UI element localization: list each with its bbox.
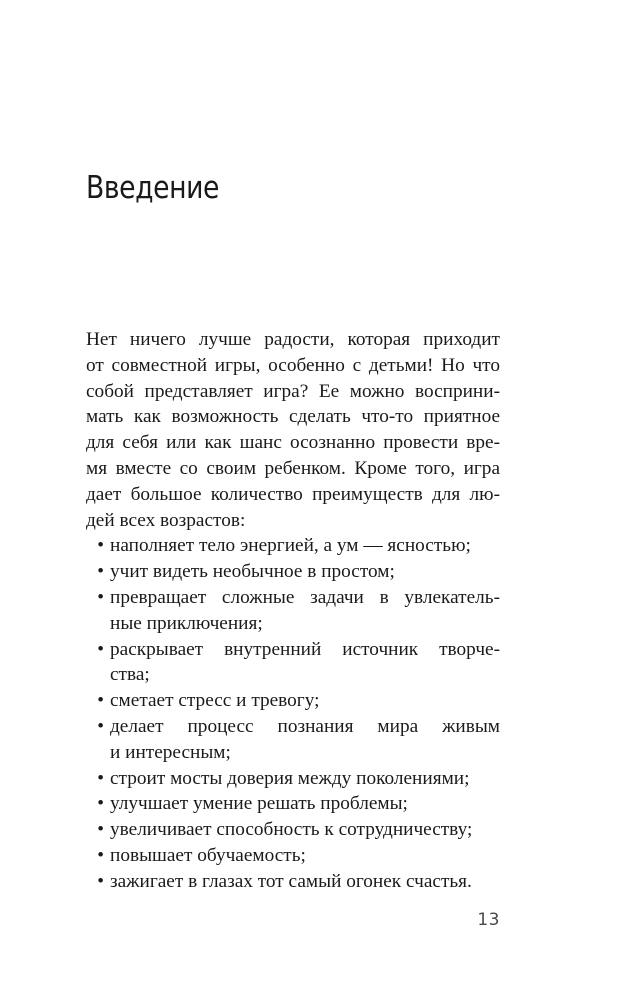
list-item (86, 817, 500, 843)
list-item (86, 843, 500, 869)
list-item-text: раскрывает внутренний источник творче- (110, 638, 500, 660)
list-item-text: повышает обучаемость; (110, 844, 306, 866)
list-item-text: ные приключения; (110, 612, 263, 634)
chapter-body (86, 327, 500, 895)
chapter-title: Введение (86, 170, 219, 206)
list-item (86, 559, 500, 585)
list-item (86, 688, 500, 714)
list-item-text: увеличивает способность к сотрудничеству; (110, 819, 473, 841)
list-item (86, 637, 500, 689)
list-item (86, 869, 500, 895)
paragraph-line: для себя или как шанс осознанно провести вре- (86, 432, 500, 454)
list-item-text: наполняет тело энергией, а ум — ясностью; (110, 535, 471, 557)
list-item-text: ства; (110, 664, 150, 686)
paragraph-line: дает большое количество преимуществ для лю- (86, 483, 500, 505)
list-item-text: учит видеть необычное в простом; (110, 561, 395, 583)
list-item-text: сметает стресс и тревогу; (110, 690, 320, 712)
paragraph-line: дей всех возрастов: (86, 509, 246, 531)
list-item-text: делает процесс познания мира живым (110, 715, 500, 737)
paragraph-line: Нет ничего лучше радости, которая приходит (86, 329, 500, 350)
paragraph-line: мать как возможность сделать что-то приятное (86, 406, 500, 428)
list-item-text: строит мосты доверия между поколениями; (110, 767, 470, 789)
list-item-text: зажигает в глазах тот самый огонек счастья. (110, 870, 472, 892)
list-item (86, 533, 500, 559)
paragraph-line: собой представляет игра? Ее можно восприни- (86, 380, 500, 402)
list-item (86, 766, 500, 792)
list-item (86, 714, 500, 766)
list-item (86, 791, 500, 817)
intro-paragraph (86, 327, 500, 533)
paragraph-line: мя вместе со своим ребенком. Кроме того, игра (86, 457, 500, 479)
benefits-list (86, 533, 500, 894)
page-number: 13 (477, 910, 500, 930)
list-item-text: превращает сложные задачи в увлекатель- (110, 586, 500, 608)
paragraph-line: от совместной игры, особенно с детьми! Но что (86, 354, 500, 376)
list-item (86, 585, 500, 637)
list-item-text: улучшает умение решать проблемы; (110, 793, 408, 815)
list-item-text: и интересным; (110, 741, 231, 763)
